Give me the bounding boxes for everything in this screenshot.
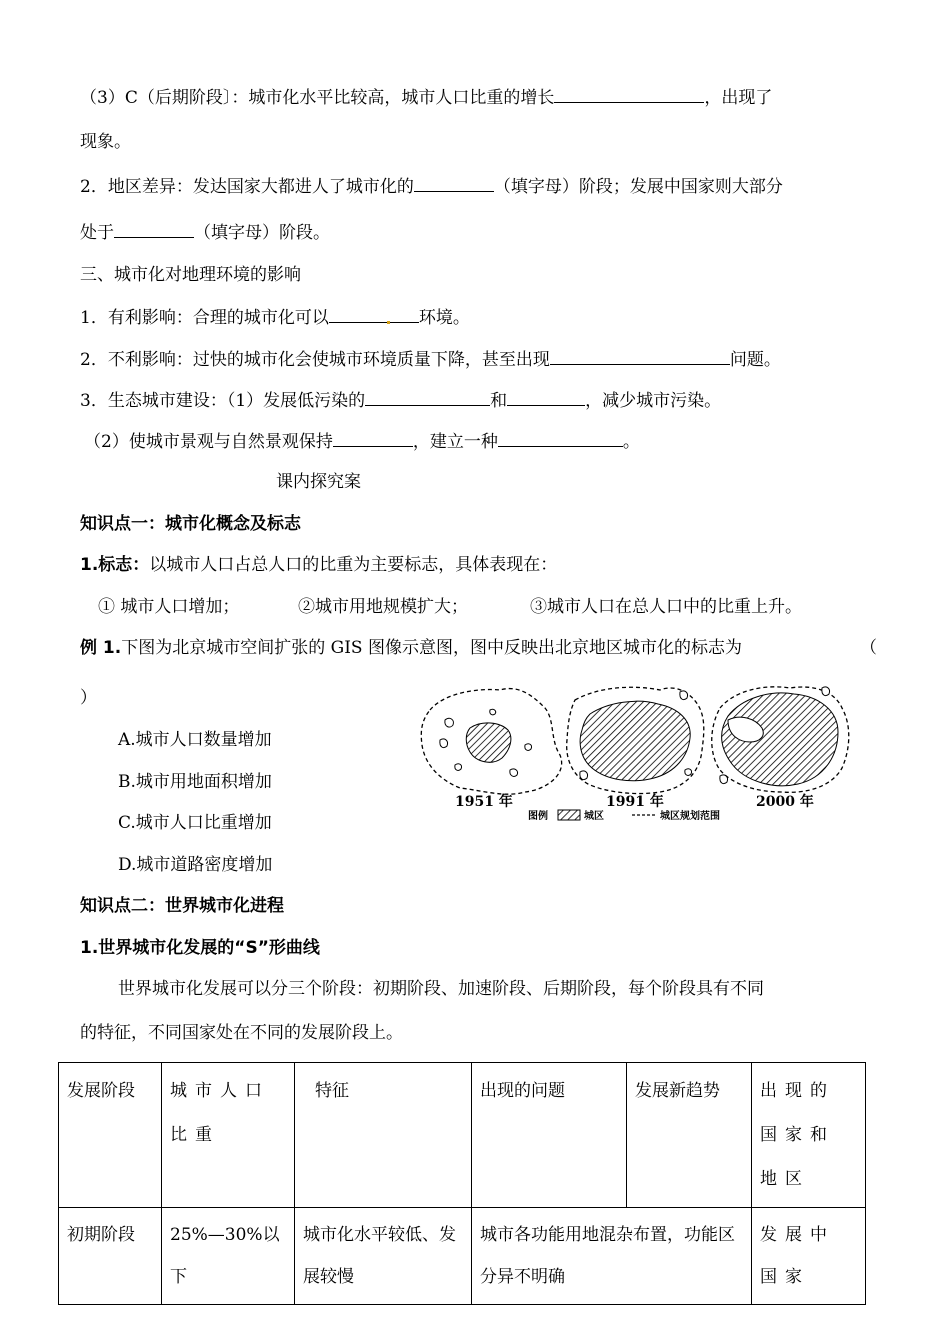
text-line (80, 387, 721, 413)
text: （3）C（后期阶段〕：城市化水平比较高，城市人口比重的增长 (80, 88, 555, 108)
map-2000 (712, 687, 849, 810)
example-label: 例 1. (80, 638, 122, 658)
text: ① 城市人口增加； (98, 597, 240, 617)
text: ，建立一种 (412, 432, 498, 452)
answer-blank[interactable] (365, 387, 490, 406)
text: 课内探究案 (276, 472, 361, 492)
paren (80, 686, 97, 710)
text: 3．生态城市建设：（1）发展低污染的 (80, 391, 366, 411)
text: 以城市人口占总人口的比重为主要标志，具体表现在： (149, 555, 558, 575)
answer-blank[interactable] (507, 387, 585, 406)
stages-table (58, 1062, 866, 1305)
table-header-row (59, 1063, 866, 1208)
answer-blank[interactable] (329, 304, 419, 323)
paragraph-line (80, 1021, 403, 1045)
label: 1.标志： (80, 555, 150, 575)
text-line (84, 428, 640, 454)
text: 的特征，不同国家处在不同的发展阶段上。 (80, 1023, 403, 1043)
text: ，减少城市污染。 (585, 391, 722, 411)
answer-blank[interactable] (554, 84, 704, 103)
answer-blank[interactable] (333, 428, 413, 447)
legend-swatch-urban (558, 810, 580, 820)
answer-blank[interactable] (498, 428, 623, 447)
text-line (530, 595, 802, 619)
section-heading (80, 263, 301, 287)
table-cell: 城市各功能用地混杂布置，功能区分异不明确 (472, 1208, 752, 1305)
text: ②城市用地规模扩大； (298, 597, 468, 617)
text-line (80, 346, 781, 372)
text: 世界城市化发展可以分三个阶段：初期阶段、加速阶段、后期阶段，每个阶段具有不同 (118, 979, 764, 999)
legend-title: 图例 (528, 811, 548, 822)
text: 2．不利影响：过快的城市化会使城市环境质量下降，甚至出现 (80, 350, 550, 370)
knowledge-point-heading (80, 894, 284, 918)
text: （ (860, 638, 877, 658)
year-label: 1951 年 (455, 794, 513, 810)
table-cell: 城市化水平较低、发展较慢 (295, 1208, 472, 1305)
text: 2．地区差异：发达国家大都进人了城市化的 (80, 177, 414, 197)
table-header-cell: 发展新趋势 (627, 1063, 752, 1208)
table-cell: 初期阶段 (59, 1208, 162, 1305)
table-header-cell: 特征 (295, 1063, 472, 1208)
option-a[interactable] (118, 728, 272, 752)
text: 知识点二：世界城市化进程 (80, 896, 284, 916)
text: 环境。 (418, 308, 470, 328)
option-b[interactable] (118, 770, 272, 794)
map-1991 (567, 687, 704, 810)
text: A.城市人口数量增加 (118, 730, 272, 750)
table-header-cell: 发展阶段 (59, 1063, 162, 1208)
subsection-title (276, 470, 361, 494)
text: ，出现了 (704, 88, 773, 108)
table-header-cell: 城市人口比重 (162, 1063, 295, 1208)
text: 现象。 (80, 132, 131, 152)
legend-plan: 城区规划范围 (660, 811, 720, 822)
year-label: 1991 年 (606, 794, 664, 810)
paren (860, 636, 877, 660)
table-row (59, 1208, 866, 1305)
text: （填字母）阶段；发展中国家则大部分 (493, 177, 783, 197)
option-c[interactable] (118, 811, 272, 835)
text-line (80, 130, 131, 154)
answer-blank[interactable] (550, 346, 730, 365)
text: 。 (622, 432, 640, 452)
text: 1．有利影响：合理的城市化可以 (80, 308, 329, 328)
text: （填字母）阶段。 (194, 223, 330, 243)
text-line (80, 219, 330, 245)
knowledge-point-heading (80, 512, 301, 536)
year-label: 2000 年 (756, 794, 814, 810)
text: 处于 (80, 223, 114, 243)
table-cell: 发展中国家 (752, 1208, 866, 1305)
text: D.城市道路密度增加 (118, 855, 273, 875)
text: B.城市用地面积增加 (118, 772, 272, 792)
text: 1.世界城市化发展的“S”形曲线 (80, 938, 320, 958)
text-line (80, 173, 783, 199)
text: C.城市人口比重增加 (118, 813, 272, 833)
text-line (80, 84, 772, 110)
option-d[interactable] (118, 853, 272, 877)
map-1951 (421, 689, 561, 810)
table-header-cell: 出现的问题 (472, 1063, 627, 1208)
text: 和 (490, 391, 508, 411)
text-line (80, 304, 470, 330)
text: 知识点一：城市化概念及标志 (80, 514, 301, 534)
text: 下图为北京城市空间扩张的 GIS 图像示意图，图中反映出北京地区城市化的标志为 (121, 638, 742, 658)
legend (528, 809, 720, 822)
paragraph-line (118, 977, 764, 1001)
highlight-dot (387, 321, 390, 324)
table-cell: 25%—30%以下 (162, 1208, 295, 1305)
example-question (80, 636, 742, 660)
answer-blank[interactable] (114, 219, 194, 238)
sub-heading (80, 936, 320, 960)
text: 问题。 (729, 350, 781, 370)
text: 三、城市化对地理环境的影响 (80, 265, 301, 285)
text: ③城市人口在总人口中的比重上升。 (530, 597, 802, 617)
text-line (80, 553, 557, 577)
answer-blank[interactable] (414, 173, 494, 192)
text-line (98, 595, 239, 619)
table-header-cell: 出现的国家和地区 (752, 1063, 866, 1208)
beijing-gis-figure (410, 680, 860, 822)
text: ） (80, 688, 97, 708)
text-line (298, 595, 468, 619)
legend-urban: 城区 (584, 811, 604, 822)
text: （2）使城市景观与自然景观保持 (84, 432, 333, 452)
